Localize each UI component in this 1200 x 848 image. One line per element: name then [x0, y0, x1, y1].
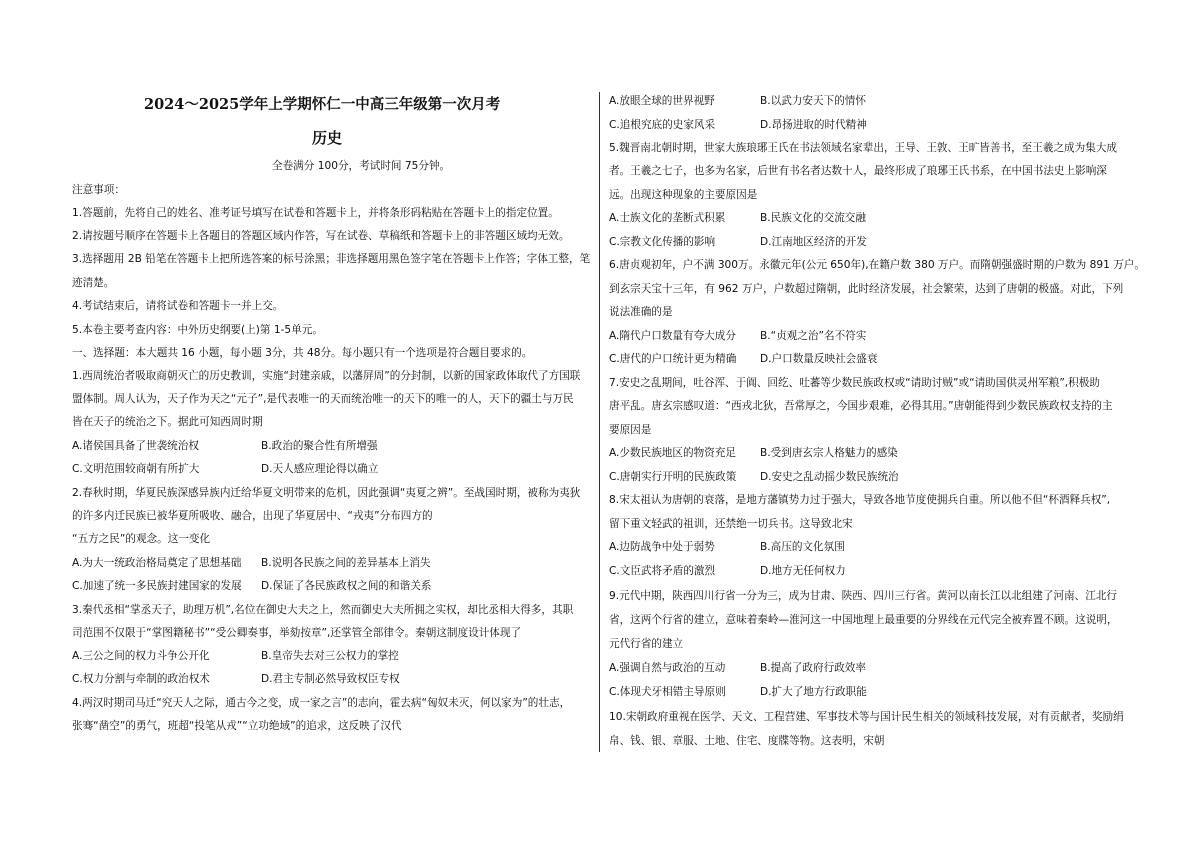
q6-option-b: B.“贞观之治”名不符实: [760, 330, 867, 342]
question-6-stem: 6.唐贞观初年，户不满 300万。永徽元年(公元 650年),在籍户数 380 万户。而隋朝强盛时期的户数为 891 万户。: [609, 259, 1145, 271]
q5-option-a: A.士族文化的垄断式积累: [609, 212, 726, 224]
q4-option-c: C.追根究底的史家风采: [609, 119, 716, 131]
q6-option-a: A.隋代户口数量有夸大成分: [609, 330, 736, 342]
q8-option-d: D.地方无任何权力: [760, 565, 846, 577]
q5-option-d: D.江南地区经济的开发: [760, 236, 867, 248]
question-6-stem: 到玄宗天宝十三年，有 962 万户，户数超过隋朝，此时经济发展，社会繁荣，达到了唐朝的极盛。对此，下列: [609, 283, 1124, 295]
question-9-stem: 9.元代中期，陕西四川行省一分为三，成为甘肃、陕西、四川三行省。黄河以南长江以北组建了河南、江北行: [609, 590, 1118, 602]
q9-option-d: D.扩大了地方行政职能: [760, 686, 867, 698]
right-column: [609, 0, 1144, 848]
question-10-stem: 帛、钱、银、章服、土地、住宅、度牒等物。这表明，宋朝: [609, 735, 885, 747]
q4-option-b: B.以武力安天下的情怀: [760, 95, 866, 107]
q3-option-d: D.君主专制必然导致权臣专权: [261, 673, 400, 685]
question-8-stem: 8.宋太祖认为唐朝的衰落，是地方藩镇势力过于强大，导致各地节度使拥兵自重。所以他不但“杯酒释兵权”,: [609, 494, 1111, 506]
question-1-stem: 盟体制。周人认为，天子作为天之“元子”,是代表唯一的天而统治唯一的天下的唯一的人，天下的疆土与万民: [72, 393, 574, 405]
q1-option-b: B.政治的聚合性有所增强: [261, 440, 378, 452]
question-8-stem: 留下重文轻武的祖训，还禁绝一切兵书。这导致北宋: [609, 518, 853, 530]
question-7-stem: 7.安史之乱期间，吐谷浑、于阗、回纥、吐蕃等少数民族政权或“请助讨贼”或“请助国供灵州军粮”,积极助: [609, 377, 1100, 389]
q2-option-c: C.加速了统一多民族封建国家的发展: [72, 580, 242, 592]
q4-option-a: A.放眼全球的世界视野: [609, 95, 715, 107]
q2-option-b: B.说明各民族之间的差异基本上消失: [261, 557, 431, 569]
exam-title: 2024～2025学年上学期怀仁一中高三年级第一次月考: [144, 96, 501, 113]
q3-option-a: A.三公之间的权力斗争公开化: [72, 650, 210, 662]
question-9-stem: 省，这两个行省的建立，意味着秦岭—淮河这一中国地理上最重要的分界线在元代完全被弃置不顾。这说明，: [609, 614, 1118, 626]
q7-option-d: D.安史之乱动摇少数民族统治: [760, 471, 899, 483]
note-item: 2.请按题号顺序在答题卡上各题目的答题区域内作答，写在试卷、草稿纸和答题卡上的非答题区域均无效。: [72, 230, 570, 242]
question-5-stem: 5.魏晋南北朝时期，世家大族琅琊王氏在书法领域名家辈出，王导、王敦、王旷皆善书，至王羲之成为集大成: [609, 142, 1118, 154]
q2-option-a: A.为大一统政治格局奠定了思想基础: [72, 557, 242, 569]
q1-option-d: D.天人感应理论得以确立: [261, 463, 379, 475]
note-item: 4.考试结束后，请将试卷和答题卡一并上交。: [72, 300, 284, 312]
question-7-stem: 要原因是: [609, 424, 652, 436]
q5-option-b: B.民族文化的交流交融: [760, 212, 866, 224]
question-3-stem: 司范围不仅限于“掌图籍秘书”“受公卿奏事，举劾按章”,还掌管全部律令。秦朝这制度设计体现了: [72, 627, 522, 639]
q3-option-b: B.皇帝失去对三公权力的掌控: [261, 650, 399, 662]
question-1-stem: 皆在天子的统治之下。据此可知西周时期: [72, 416, 263, 428]
q1-option-c: C.文明范围较商朝有所扩大: [72, 463, 200, 475]
q7-option-a: A.少数民族地区的物资充足: [609, 447, 736, 459]
q7-option-b: B.受到唐玄宗人格魅力的感染: [760, 447, 898, 459]
question-5-stem: 者。王羲之七子，也多为名家，后世有书名者达数十人，最终形成了琅琊王氏书系，在中国书法史上影响深: [609, 165, 1107, 177]
question-2-stem: “五方之民”的观念。这一变化: [72, 533, 211, 545]
exam-meta: 全卷满分 100分，考试时间 75分钟。: [272, 160, 451, 172]
q9-option-a: A.强调自然与政治的互动: [609, 662, 726, 674]
q6-option-c: C.唐代的户口统计更为精确: [609, 353, 737, 365]
q1-option-a: A.诸侯国具备了世袭统治权: [72, 440, 199, 452]
note-item: 5.本卷主要考查内容：中外历史纲要(上)第 1-5单元。: [72, 324, 323, 336]
q8-option-a: A.边防战争中处于弱势: [609, 541, 715, 553]
q9-option-c: C.体现犬牙相错主导原则: [609, 686, 726, 698]
q8-option-c: C.文臣武将矛盾的激烈: [609, 565, 716, 577]
note-item: 1.答题前，先将自己的姓名、准考证号填写在试卷和答题卡上，并将条形码粘贴在答题卡上的指定位置。: [72, 207, 559, 219]
question-6-stem: 说法准确的是: [609, 306, 673, 318]
question-2-stem: 的许多内迁民族已被华夏所吸收、融合，出现了华夏居中、“戎夷”分布四方的: [72, 510, 433, 522]
question-10-stem: 10.宋朝政府重视在医学、天文、工程营建、军事技术等与国计民生相关的领域科技发展，对有贡献者，奖励绢: [609, 711, 1124, 723]
question-9-stem: 元代行省的建立: [609, 638, 684, 650]
question-3-stem: 3.秦代丞相“掌丞天子，助理万机”,名位在御史大夫之上，然而御史大夫所拥之实权，却比丞相大得多，其职: [72, 604, 574, 616]
q9-option-b: B.提高了政府行政效率: [760, 662, 866, 674]
subject-heading: 历史: [312, 129, 343, 147]
q8-option-b: B.高压的文化氛围: [760, 541, 845, 553]
question-4-stem: 4.两汉时期司马迁“究天人之际，通古今之变，成一家之言”的志向，霍去病“匈奴未灭，何以家为”的壮志，: [72, 697, 571, 709]
notes-heading: 注意事项：: [72, 184, 125, 196]
q3-option-c: C.权力分割与牵制的政治权术: [72, 673, 210, 685]
section-heading: 一、选择题：本大题共 16 小题，每小题 3分，共 48分。每小题只有一个选项是符合题目要求的。: [72, 347, 533, 359]
q7-option-c: C.唐朝实行开明的民族政策: [609, 471, 737, 483]
note-item: 迹清楚。: [72, 277, 115, 289]
q2-option-d: D.保证了各民族政权之间的和谐关系: [261, 580, 432, 592]
q6-option-d: D.户口数量反映社会盛衰: [760, 353, 878, 365]
question-5-stem: 远。出现这种现象的主要原因是: [609, 189, 758, 201]
question-2-stem: 2.春秋时期，华夏民族深感异族内迁给华夏文明带来的危机，因此强调“夷夏之辨”。至战国时期，被称为夷狄: [72, 487, 581, 499]
q5-option-c: C.宗教文化传播的影响: [609, 236, 716, 248]
column-divider: [599, 92, 600, 752]
question-7-stem: 唐平乱。唐玄宗感叹道：“西戎北狄，吾常厚之，今国步艰难，必得其用。”唐朝能得到少数民族政权支持的主: [609, 400, 1113, 412]
question-4-stem: 张骞“凿空”的勇气，班超“投笔从戎”“立功绝域”的追求，这反映了汉代: [72, 720, 402, 732]
left-column: [72, 0, 594, 848]
note-item: 3.选择题用 2B 铅笔在答题卡上把所选答案的标号涂黑；非选择题用黑色签字笔在答题卡上作答；字体工整，笔: [72, 253, 591, 265]
q4-option-d: D.昂扬进取的时代精神: [760, 119, 867, 131]
question-1-stem: 1.西周统治者吸取商朝灭亡的历史教训，实施“封建亲戚，以藩屏周”的分封制，以新的国家政体取代了方国联: [72, 370, 581, 382]
